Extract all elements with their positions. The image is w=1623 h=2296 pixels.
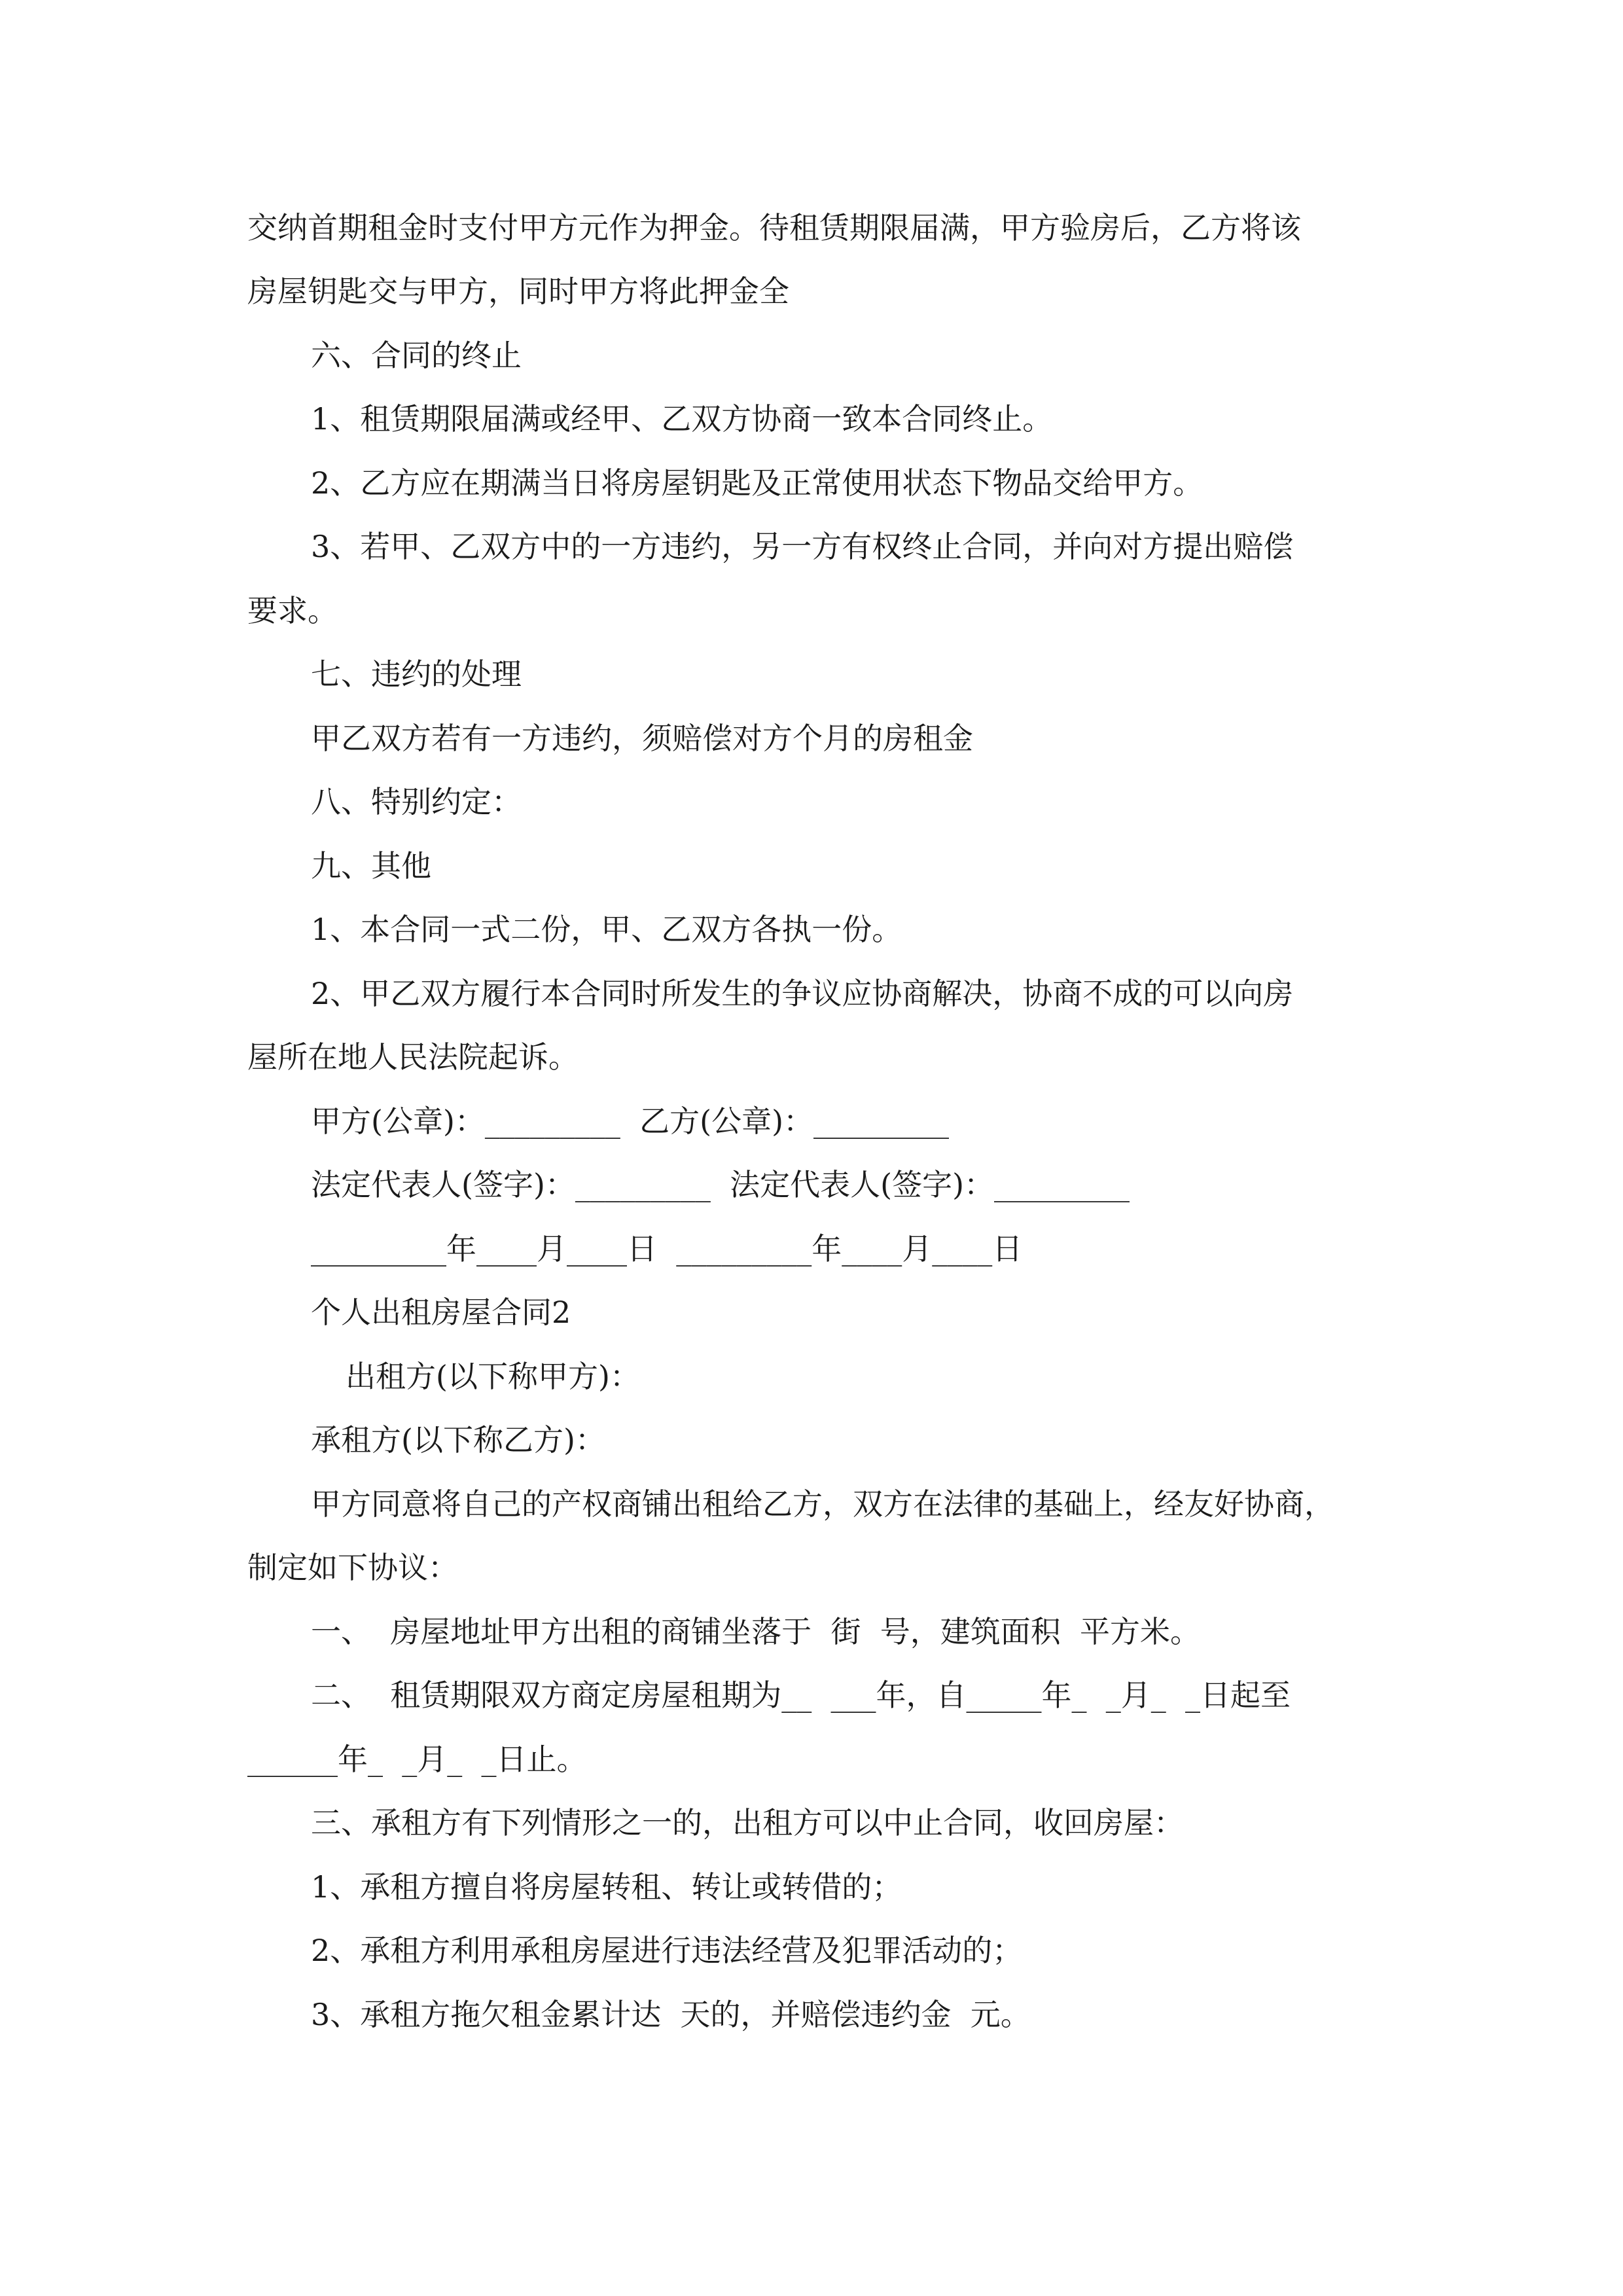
text-line: 出租方(以下称甲方)： — [346, 1359, 640, 1394]
text-line: 3、若甲、乙双方中的一方违约，另一方有权终止合同，并向对方提出赔偿 — [311, 529, 1294, 564]
signature-line: 法定代表人(签字)：_________ 法定代表人(签字)：_________ — [311, 1167, 1130, 1202]
text-line: ______年_ _月_ _日止。 — [247, 1742, 587, 1777]
text-line: 制定如下协议： — [247, 1550, 458, 1585]
section-heading: 八、特别约定： — [311, 784, 522, 819]
text-line: 要求。 — [247, 593, 338, 628]
contract-title: 个人出租房屋合同2 — [311, 1295, 571, 1330]
text-line: 甲乙双方若有一方违约，须赔偿对方个月的房租金 — [311, 721, 973, 756]
text-line: 交纳首期租金时支付甲方元作为押金。待租赁期限届满，甲方验房后，乙方将该 — [247, 210, 1301, 245]
text-line: 1、租赁期限届满或经甲、乙双方协商一致本合同终止。 — [311, 401, 1053, 437]
text-line: 承租方(以下称乙方)： — [311, 1422, 605, 1458]
section-heading: 七、违约的处理 — [311, 656, 522, 692]
section-heading: 六、合同的终止 — [311, 338, 522, 373]
section-heading: 九、其他 — [311, 848, 431, 884]
text-line: 二、 租赁期限双方商定房屋租期为__ ___年，自_____年_ _月_ _日起至 — [311, 1677, 1291, 1713]
text-line: 1、承租方擅自将房屋转租、转让或转借的； — [311, 1869, 902, 1905]
section-heading: 三、承租方有下列情形之一的，出租方可以中止合同，收回房屋： — [311, 1805, 1184, 1840]
text-line: 1、本合同一式二份，甲、乙双方各执一份。 — [311, 912, 902, 947]
date-line: _________年____月____日 _________年____月____日 — [311, 1231, 1023, 1266]
text-line: 甲方同意将自己的产权商铺出租给乙方，双方在法律的基础上，经友好协商， — [311, 1486, 1334, 1522]
text-line: 房屋钥匙交与甲方，同时甲方将此押金全 — [247, 274, 789, 309]
text-line: 2、甲乙双方履行本合同时所发生的争议应协商解决，协商不成的可以向房 — [311, 976, 1294, 1011]
text-line: 2、乙方应在期满当日将房屋钥匙及正常使用状态下物品交给甲方。 — [311, 465, 1204, 501]
text-line: 2、承租方利用承租房屋进行违法经营及犯罪活动的； — [311, 1933, 1023, 1968]
text-line: 3、承租方拖欠租金累计达 天的，并赔偿违约金 元。 — [311, 1997, 1031, 2032]
text-line: 一、 房屋地址甲方出租的商铺坐落于 街 号，建筑面积 平方米。 — [311, 1614, 1200, 1649]
text-line: 屋所在地人民法院起诉。 — [247, 1039, 579, 1075]
signature-line: 甲方(公章)：_________ 乙方(公章)：_________ — [311, 1103, 950, 1139]
